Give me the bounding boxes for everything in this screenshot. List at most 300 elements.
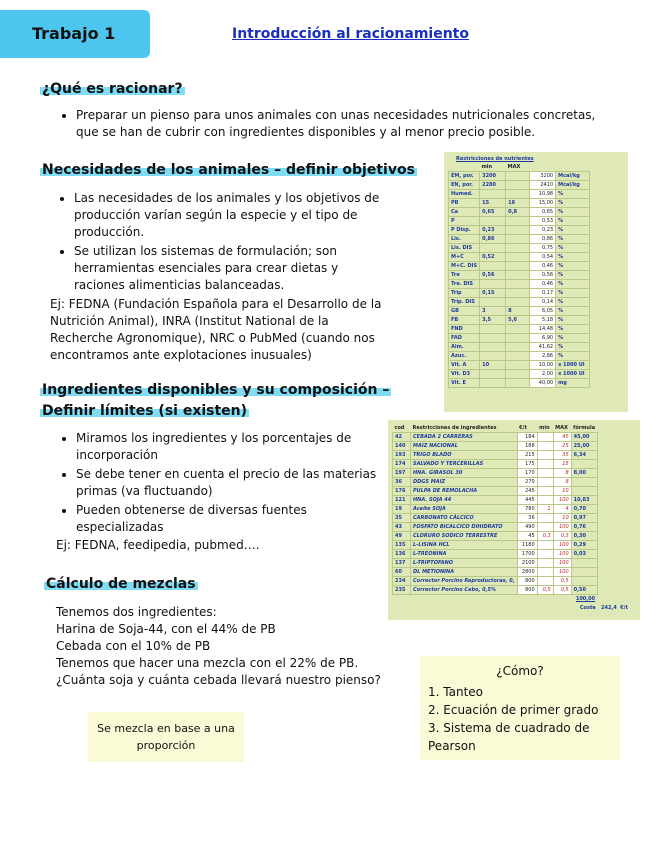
table-row [449, 181, 590, 190]
table-row [393, 433, 598, 442]
table-row [393, 532, 598, 541]
table-cell: 0,23 [530, 226, 556, 235]
table-cell [480, 262, 506, 271]
table-cell: Trip. DIS [449, 298, 480, 307]
table-cell: Vit. A [449, 361, 480, 370]
table-cell: 40,00 [530, 379, 556, 388]
table-cell [506, 298, 530, 307]
table-cell [506, 379, 530, 388]
table-row [449, 244, 590, 253]
table-cell [537, 442, 553, 451]
table-cell [571, 577, 597, 586]
table-cell [506, 334, 530, 343]
table-cell: 100 [553, 559, 571, 568]
table-cell: Alm. [449, 343, 480, 352]
table-cell: 215 [517, 451, 537, 460]
table-cell: 0,76 [571, 523, 597, 532]
table-row [449, 217, 590, 226]
table-cell: 0,46 [530, 262, 556, 271]
table-cell: 0,5 [553, 586, 571, 595]
list-item: • Preparar un pienso para unos animales con unas necesidades nutricionales concretas, que se han de cubrir con ingredientes disponibles y al menor precio posible. [76, 107, 618, 141]
section-necesidades-body [56, 190, 386, 296]
calculo-line: ¿Cuánta soja y cuánta cebada llevará nuestro pienso? [56, 673, 381, 687]
table-cell: TRIGO BLADO [411, 451, 518, 460]
example-sistemas: Ej: FEDNA (Fundación Española para el Desarrollo de la Nutrición Animal), INRA (Institut National de la Recherche Agronomique), NRC o PubMed (cuando nos encontramos ante explotaciones inusuales) [50, 297, 382, 362]
table-cell: 3,5 [480, 316, 506, 325]
como-list [428, 683, 612, 755]
table-cell: DL METIONINA [411, 568, 518, 577]
table-cell: Humed. [449, 190, 480, 199]
table-cell [506, 181, 530, 190]
table-cell: L-LISINA HCL [411, 541, 518, 550]
table-cell: 8 [553, 469, 571, 478]
table-cell: 100 [553, 568, 571, 577]
table-cell: 0,5 [553, 577, 571, 586]
table-cell [480, 190, 506, 199]
table-cell [506, 253, 530, 262]
table-cell [506, 262, 530, 271]
table-cell: 8 [506, 307, 530, 316]
table-cell: CARBONATO CÁLCICO [411, 514, 518, 523]
table-row [449, 172, 590, 181]
table-cell: x 1000 UI [556, 361, 590, 370]
table-cell: L-TRIPTOFANO [411, 559, 518, 568]
table-cell: 188 [517, 442, 537, 451]
table-cell: 1700 [517, 550, 537, 559]
table-cell: 234 [393, 577, 411, 586]
table-cell: 1 [537, 505, 553, 514]
table-cell: x 1000 UI [556, 370, 590, 379]
table-cell: % [556, 307, 590, 316]
table-row [393, 550, 598, 559]
table-row [449, 271, 590, 280]
table-cell [537, 568, 553, 577]
table-row [393, 469, 598, 478]
table-cell: 5,6 [506, 316, 530, 325]
table-cell [480, 379, 506, 388]
table-cell: 121 [393, 496, 411, 505]
table-cell [537, 487, 553, 496]
table-cell: % [556, 235, 590, 244]
table-row [449, 334, 590, 343]
table-cell: L-TREONINA [411, 550, 518, 559]
table-cell: 0,50 [571, 586, 597, 595]
table-cell [506, 343, 530, 352]
table-cell: % [556, 253, 590, 262]
table-cell: 8,00 [571, 469, 597, 478]
table-cell: 3 [480, 307, 506, 316]
table-cell: 0,29 [571, 541, 597, 550]
table-cell: FB [449, 316, 480, 325]
table-cell: P [449, 217, 480, 226]
table-cell: 193 [393, 451, 411, 460]
table-cell: M+C. DIS [449, 262, 480, 271]
table-cell: % [556, 289, 590, 298]
table-cell: CLORURO SODICO TERRESTRE [411, 532, 518, 541]
table-row [449, 262, 590, 271]
table-cell: 176 [393, 487, 411, 496]
table-cell [480, 217, 506, 226]
table-cell: 3200 [480, 172, 506, 181]
table-cell: 0,75 [530, 244, 556, 253]
table-cell: 800 [517, 586, 537, 595]
table-cell: 0,52 [480, 253, 506, 262]
table-cell: 100 [553, 550, 571, 559]
table-cell: 2100 [517, 559, 537, 568]
table-row [449, 307, 590, 316]
table-cell: 0,23 [480, 226, 506, 235]
table-cell: 15 [480, 199, 506, 208]
table-cell: Aceite SOJA [411, 505, 518, 514]
table-cell [506, 361, 530, 370]
table-row [393, 514, 598, 523]
table-cell: 0,53 [530, 217, 556, 226]
table-cell: 43 [393, 523, 411, 532]
table-cell [506, 190, 530, 199]
table-cell: 4 [553, 505, 571, 514]
table-row [449, 325, 590, 334]
table-cell [506, 235, 530, 244]
restrictions-table-panel [444, 152, 628, 412]
table-cell [537, 433, 553, 442]
table-cell: 19 [393, 505, 411, 514]
table-row [449, 253, 590, 262]
table-cell [537, 514, 553, 523]
table-cell: 6,90 [530, 334, 556, 343]
table-cell: 0,5 [537, 586, 553, 595]
table-cell: 36 [517, 514, 537, 523]
list-item: 1. Tanteo [428, 685, 483, 699]
table-row [393, 523, 598, 532]
table-cell [506, 352, 530, 361]
table-cell [480, 334, 506, 343]
table-cell: 0,56 [530, 271, 556, 280]
table-cell: 174 [393, 460, 411, 469]
table-row [449, 361, 590, 370]
table-total-row [393, 595, 598, 604]
table-cell: 245 [517, 487, 537, 496]
table-row [393, 568, 598, 577]
restrictions-table-title: Restricciones de nutrientes [456, 156, 534, 162]
table-cell: Corrector Porcino Cebo, 0,5% [411, 586, 518, 595]
table-row [393, 442, 598, 451]
table-cell: 49 [393, 532, 411, 541]
table-cell: 0,65 [530, 208, 556, 217]
table-cell: Azuc. [449, 352, 480, 361]
example-fuentes: Ej: FEDNA, feedipedia, pubmed…. [56, 538, 260, 552]
table-row [449, 289, 590, 298]
table-header-cell: €/t [519, 425, 527, 431]
restrictions-table [448, 163, 590, 388]
table-cell: HNA. GIRASOL 30 [411, 469, 518, 478]
section-ingredientes-body [58, 430, 378, 538]
table-cell: 16 [506, 199, 530, 208]
table-cell: 2,00 [530, 370, 556, 379]
table-cell: % [556, 316, 590, 325]
table-row [449, 280, 590, 289]
table-cell [506, 172, 530, 181]
col-max: MAX [507, 164, 521, 170]
table-header-cell: Restricciones de ingredientes [412, 425, 497, 431]
table-cell [537, 541, 553, 550]
table-row [449, 343, 590, 352]
table-cell: 0,70 [571, 505, 597, 514]
section-heading-racionar: ¿Qué es racionar? [42, 81, 183, 97]
list-item: • Miramos los ingredientes y los porcentajes de incorporación [76, 430, 378, 464]
table-cell: 780 [517, 505, 537, 514]
table-cell: Mcal/kg [556, 172, 590, 181]
table-cell: 175 [517, 460, 537, 469]
table-cell: 2410 [530, 181, 556, 190]
calculo-line: Cebada con el 10% de PB [56, 639, 211, 653]
table-cell: 2800 [517, 568, 537, 577]
cost-line: Coste 242,4 €/t [579, 605, 628, 611]
table-cell [571, 478, 597, 487]
table-cell [506, 370, 530, 379]
table-cell: CEBADA 2 CARRERAS [411, 433, 518, 442]
table-cell: % [556, 262, 590, 271]
list-item: • Pueden obtenerse de diversas fuentes especializadas [76, 502, 378, 536]
table-cell: DDGS MAIZ [411, 478, 518, 487]
table-cell: 100 [553, 523, 571, 532]
table-cell [506, 289, 530, 298]
calculo-line: Harina de Soja-44, con el 44% de PB [56, 622, 276, 636]
section-heading-calculo: Cálculo de mezclas [46, 576, 196, 592]
table-cell [506, 325, 530, 334]
list-item: • Las necesidades de los animales y los objetivos de producción varían según la especie y el tipo de producción. [74, 190, 386, 241]
table-cell: 270 [517, 478, 537, 487]
table-cell: 445 [517, 496, 537, 505]
table-cell [571, 460, 597, 469]
table-cell: 25 [553, 442, 571, 451]
table-cell [571, 487, 597, 496]
table-cell: 137 [393, 559, 411, 568]
table-cell: % [556, 271, 590, 280]
table-cell: % [556, 343, 590, 352]
table-row [393, 541, 598, 550]
table-row [449, 208, 590, 217]
table-cell: GB [449, 307, 480, 316]
table-cell [480, 298, 506, 307]
table-cell: % [556, 199, 590, 208]
table-cell: PULPA DE REMOLACHA [411, 487, 518, 496]
table-cell: Tre. DIS [449, 280, 480, 289]
table-cell [537, 460, 553, 469]
table-cell: 2,86 [530, 352, 556, 361]
table-cell: % [556, 298, 590, 307]
table-row [393, 451, 598, 460]
table-cell: 0,14 [530, 298, 556, 307]
table-cell: 0,86 [480, 235, 506, 244]
table-cell [537, 478, 553, 487]
table-cell [506, 280, 530, 289]
table-cell: 35 [393, 514, 411, 523]
ingredients-table-panel [388, 420, 640, 620]
table-row [449, 370, 590, 379]
table-cell: % [556, 325, 590, 334]
table-cell: Lis. DIS [449, 244, 480, 253]
table-cell: 2280 [480, 181, 506, 190]
table-row [393, 478, 598, 487]
table-cell: 10 [553, 514, 571, 523]
table-cell: % [556, 217, 590, 226]
table-cell: 36 [393, 478, 411, 487]
table-cell: % [556, 190, 590, 199]
table-cell: 100 [553, 541, 571, 550]
table-cell: % [556, 334, 590, 343]
table-cell: 10 [553, 487, 571, 496]
table-cell: FAD [449, 334, 480, 343]
table-header-cell: min [539, 425, 550, 431]
table-cell: 10 [480, 361, 506, 370]
table-row [393, 460, 598, 469]
table-row [449, 298, 590, 307]
list-item: • Se utilizan los sistemas de formulación; son herramientas esenciales para crear dietas y raciones alimenticias balanceadas. [74, 243, 386, 294]
table-cell: 136 [393, 550, 411, 559]
table-cell: 0,3 [537, 532, 553, 541]
table-cell [537, 496, 553, 505]
table-cell [480, 370, 506, 379]
table-row [393, 487, 598, 496]
formula-total: 100,00 [575, 596, 596, 602]
table-cell: 42 [393, 433, 411, 442]
table-cell: 135 [393, 541, 411, 550]
table-cell [506, 217, 530, 226]
table-cell: Trip [449, 289, 480, 298]
table-cell [480, 325, 506, 334]
table-header-row [393, 424, 598, 433]
table-cell [571, 568, 597, 577]
table-cell [506, 226, 530, 235]
table-row [449, 316, 590, 325]
table-cell: 0,97 [571, 514, 597, 523]
table-header-cell: fórmula [573, 425, 596, 431]
note-proporcion: Se mezcla en base a una proporción [88, 712, 244, 762]
table-cell: 10,83 [571, 496, 597, 505]
table-cell: 6,34 [571, 451, 597, 460]
table-cell: 0,8 [506, 208, 530, 217]
list-item: • Se debe tener en cuenta el precio de las materias primas (va fluctuando) [76, 466, 378, 500]
calculo-line: Tenemos que hacer una mezcla con el 22% de PB. [56, 656, 359, 670]
table-cell: 0,56 [480, 271, 506, 280]
table-cell: 0,86 [530, 235, 556, 244]
table-cell: 184 [517, 433, 537, 442]
section-racionar-body [58, 107, 618, 143]
table-cell: 8 [553, 478, 571, 487]
table-cell: Corrector Porcino Reproductoras, 0, [411, 577, 518, 586]
como-box [420, 656, 620, 760]
col-min: min [481, 164, 493, 170]
table-cell: % [556, 208, 590, 217]
table-cell: 100 [553, 496, 571, 505]
table-cell: 15 [553, 460, 571, 469]
table-cell: 3200 [530, 172, 556, 181]
table-row [393, 577, 598, 586]
table-cell: 140 [393, 442, 411, 451]
table-cell: mg [556, 379, 590, 388]
table-cell: SALVADO Y TERCERILLAS [411, 460, 518, 469]
table-cell: 0,15 [480, 289, 506, 298]
table-cell: 35 [553, 451, 571, 460]
table-cell: 5,18 [530, 316, 556, 325]
table-cell: 10,00 [530, 361, 556, 370]
table-header-cell: cod [394, 425, 405, 431]
table-cell: HNA. SOJA 44 [411, 496, 518, 505]
table-cell [537, 469, 553, 478]
page-title: Introducción al racionamiento [232, 26, 469, 42]
table-row [449, 190, 590, 199]
calculo-line: Tenemos dos ingredientes: [56, 605, 217, 619]
table-cell [537, 559, 553, 568]
como-title: ¿Cómo? [496, 664, 544, 678]
table-cell [480, 280, 506, 289]
table-cell: 25,00 [571, 442, 597, 451]
table-cell: EM, por. [449, 172, 480, 181]
table-cell: 490 [517, 523, 537, 532]
table-row [393, 496, 598, 505]
table-cell [537, 577, 553, 586]
table-header-row [449, 163, 590, 172]
table-cell: 170 [517, 469, 537, 478]
table-row [449, 199, 590, 208]
table-cell [537, 550, 553, 559]
table-cell: PB [449, 199, 480, 208]
table-header-cell: MAX [555, 425, 568, 431]
ingredients-table [392, 424, 598, 603]
table-cell: Mcal/kg [556, 181, 590, 190]
table-cell [480, 352, 506, 361]
table-cell: Tre [449, 271, 480, 280]
table-cell: 0,17 [530, 289, 556, 298]
table-cell: FOSFATO BICALCICO DIHIDRATO [411, 523, 518, 532]
section-heading-necesidades: Necesidades de los animales – definir objetivos [42, 162, 415, 178]
table-cell [537, 523, 553, 532]
table-row [449, 226, 590, 235]
table-cell: FND [449, 325, 480, 334]
table-cell: 800 [517, 577, 537, 586]
list-item: 2. Ecuación de primer grado [428, 703, 599, 717]
table-cell: Lis. [449, 235, 480, 244]
table-cell: % [556, 244, 590, 253]
table-cell [480, 343, 506, 352]
table-cell: 0,54 [530, 253, 556, 262]
table-cell: % [556, 226, 590, 235]
table-cell: MAIZ NACIONAL [411, 442, 518, 451]
table-row [393, 586, 598, 595]
table-cell: 197 [393, 469, 411, 478]
table-cell: 45,00 [571, 433, 597, 442]
table-cell: M+C [449, 253, 480, 262]
table-row [449, 379, 590, 388]
table-cell: Vit. D3 [449, 370, 480, 379]
table-cell: 0,03 [571, 550, 597, 559]
table-cell: 15,00 [530, 199, 556, 208]
table-row [393, 505, 598, 514]
list-item: 3. Sistema de cuadrado de Pearson [428, 721, 590, 753]
table-cell [506, 244, 530, 253]
table-cell: 0,65 [480, 208, 506, 217]
table-cell: 0,30 [571, 532, 597, 541]
table-cell [571, 559, 597, 568]
section-heading-ingredientes: Ingredientes disponibles y su composición – Definir límites (si existen) [42, 382, 390, 419]
table-cell [506, 271, 530, 280]
table-cell: 0,46 [530, 280, 556, 289]
table-cell: 45 [553, 433, 571, 442]
table-cell: 1180 [517, 541, 537, 550]
table-cell: 41,62 [530, 343, 556, 352]
calculo-body [56, 604, 416, 689]
table-cell: 14,48 [530, 325, 556, 334]
